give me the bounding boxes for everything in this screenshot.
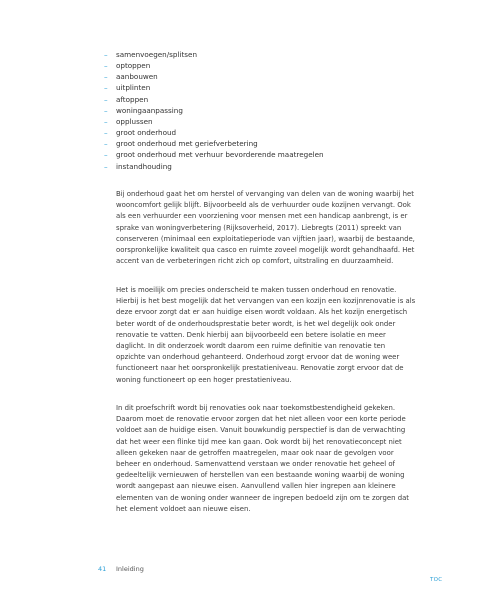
toc-link[interactable]: TOC	[430, 577, 443, 583]
paragraph-onderscheid: Het is moeilijk om precies onderscheid te maken tussen onderhoud en renovatie. Hierbij is het best mogelijk dat het vervangen van een kozijn een kozijnrenovatie is als deze ervoor zorgt dat er aan huidige eisen wordt voldaan. Als het kozijn energetisch beter wordt of de onderhoudsprestatie beter wordt, is het wel degelijk ook onder renovatie te vatten. Denk hierbij aan bijvoorbeeld een betere isolatie en meer daglicht. In dit onderzoek wordt daarom een ruime definitie van renovatie ten opzichte van onderhoud gehanteerd. Onderhoud zorgt ervoor dat de woning weer functioneert naar het oorspronkelijk prestatieniveau. Renovatie zorgt ervoor dat de woning functioneert op een hoger prestatieniveau.	[116, 286, 416, 384]
dash-bullet: –	[104, 50, 108, 59]
list-item: – woningaanpassing	[104, 105, 183, 115]
dash-bullet: –	[104, 128, 108, 138]
list-item: – groot onderhoud	[104, 128, 177, 138]
list-item: – samenvoegen/splitsen	[104, 50, 198, 59]
dash-bullet: –	[104, 94, 108, 104]
list-item: – uitplinten	[104, 83, 151, 93]
list-item: – aanbouwen	[104, 72, 158, 82]
section-title: Inleiding	[116, 565, 144, 573]
dash-bullet: –	[104, 72, 108, 82]
paragraph-onderhoud: Bij onderhoud gaat het om herstel of vervanging van delen van de woning waarbij het wooncomfort gelijk blijft. Bijvoorbeeld als de verhuurder oude kozijnen vervangt. Ook als een verhuurder een voorziening voor mensen met een handicap aanbrengt, is er sprake van woningverbetering (Rijksoverheid, 2017). Liebregts (2011) spreekt van conserveren (minimaal een exploitatieperiode van vijftien jaar), waarbij de bestaande, oorspronkelijke kwaliteit qua casco en ruimte zoveel mogelijk wordt gehandhaafd. Het accent van de verbeteringen richt zich op comfort, uitstraling en duurzaamheid.	[116, 190, 415, 266]
list-item: – opplussen	[104, 116, 153, 126]
list-item: – optoppen	[104, 61, 151, 71]
dash-bullet: –	[104, 139, 108, 149]
dash-bullet: –	[104, 105, 108, 115]
list-item: – aftoppen	[104, 94, 149, 104]
page-number: 41	[98, 565, 107, 573]
list-item: – groot onderhoud met geriefverbetering	[104, 139, 258, 149]
dash-bullet: –	[104, 83, 108, 93]
dash-bullet: –	[104, 150, 108, 160]
dash-bullet: –	[104, 116, 108, 126]
dash-bullet: –	[104, 161, 108, 171]
renovation-types-list	[104, 49, 324, 172]
list-item: – groot onderhoud met verhuur bevorderende maatregelen	[104, 150, 324, 160]
list-item: – instandhouding	[104, 161, 172, 171]
paragraph-proefschrift: In dit proefschrift wordt bij renovaties ook naar toekomstbestendigheid gekeken. Daarom moet de renovatie ervoor zorgen dat het niet alleen voor een korte periode voldoet aan de huidige eisen. Vanuit bouwkundig perspectief is dan de verwachting dat het weer een flinke tijd mee kan gaan. Ook wordt bij het renovatieconcept niet alleen gekeken naar de getroffen maatregelen, maar ook naar de gevolgen voor beheer en onderhoud. Samenvattend verstaan we onder renovatie het geheel of gedeeltelijk vernieuwen of herstellen van een bestaande woning waarbij de woning wordt aangepast aan nieuwe eisen. Aanvullend vallen hier ingrepen aan kleinere elementen van de woning onder wanneer de ingrepen bedoeld zijn om te zorgen dat het element voldoet aan nieuwe eisen.	[116, 404, 409, 513]
dash-bullet: –	[104, 61, 108, 71]
